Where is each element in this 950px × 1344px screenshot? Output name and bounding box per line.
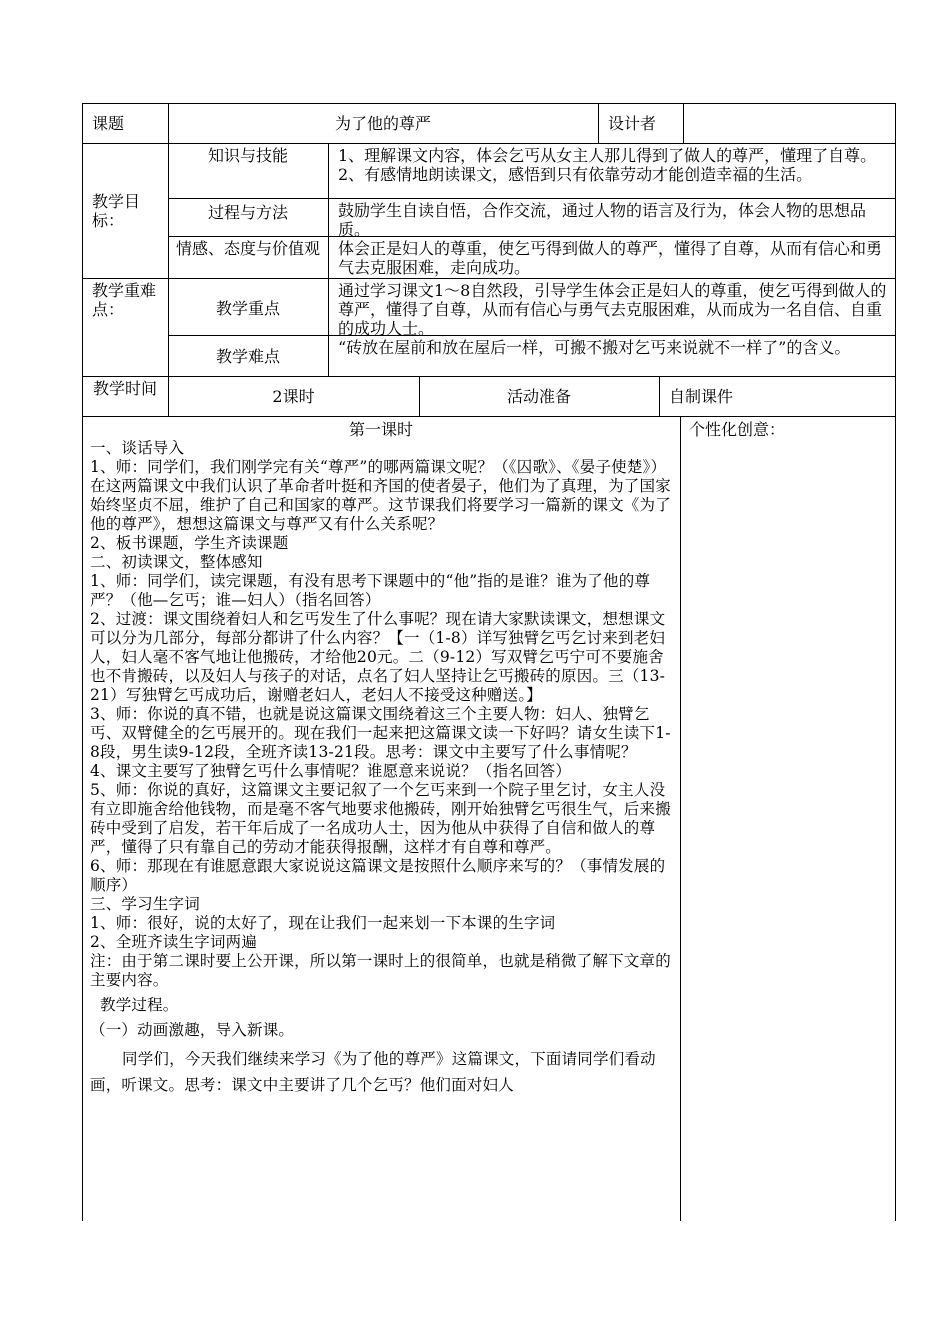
objective-content: 1、理解课文内容，体会乞丐从女主人那儿得到了做人的尊严，懂理了自尊。 2、有感情地朗读课文，感悟到只有依靠劳动才能创造幸福的生活。: [338, 146, 877, 184]
process-line: 1、师：同学们，读完课题，有没有思考下课题中的“他”指的是谁？谁为了他的尊严？（他—乞丐；谁—妇人）（指名回答）: [90, 572, 651, 609]
objective-content: 体会正是妇人的尊重，使乞丐得到做人的尊严，懂得了自尊，从而有信心和勇气去克服困难，走向成功。: [338, 239, 883, 277]
time-value: 2课时: [272, 387, 315, 406]
objective-category: 情感、态度与价值观: [175, 239, 320, 258]
personalized-ideas-label: 个性化创意：: [689, 420, 786, 439]
process-line: 二、初读课文，整体感知: [90, 553, 263, 571]
process-heading: 教学过程。: [100, 996, 179, 1014]
lesson-process-body: [90, 439, 678, 1098]
key-point-category: 教学重点: [215, 299, 280, 318]
designer-label: 设计者: [608, 114, 657, 133]
process-line: 注：由于第二课时要上公开课，所以第一课时上的很简单，也就是稍微了解下文章的主要内容。: [90, 952, 671, 989]
process-line: 一、谈话导入: [90, 439, 185, 457]
lesson-period-title: 第一课时: [348, 420, 413, 439]
process-line: 6、师：那现在有谁愿意跟大家说说这篇课文是按照什么顺序来写的？（事情发展的顺序）: [90, 857, 666, 894]
process-line: 5、师：你说的真好，这篇课文主要记叙了一个乞丐来到一个院子里乞讨，女主人没有立即施舍给他钱物，而是毫不客气地要求他搬砖，刚开始独臂乞丐很生气，后来搬砖中受到了启发，若干年后成了一名成功人士，因为他从中获得了自信和做人的尊严，懂得了只有靠自己的劳动才能获得报酬，这样才有自尊和尊严。: [90, 781, 671, 856]
process-line: 三、学习生字词: [90, 895, 200, 913]
objectives-label: 教学目标：: [92, 192, 141, 230]
time-label: 教学时间: [92, 379, 157, 398]
objective-content: 鼓励学生自读自悟，合作交流，通过人物的语言及行为，体会人物的思想品质。: [338, 201, 867, 239]
difficult-point-category: 教学难点: [215, 347, 280, 366]
title-label: 课题: [92, 114, 125, 133]
lesson-plan-table: [82, 103, 896, 1221]
section-heading: （一）动画激趣，导入新课。: [90, 1021, 295, 1039]
key-points-label: 教学重难点：: [92, 281, 157, 319]
process-line: 2、全班齐读生字词两遍: [90, 933, 258, 951]
lesson-title: 为了他的尊严: [334, 114, 431, 133]
process-line: 2、过渡：课文围绕着妇人和乞丐发生了什么事呢？现在请大家默读课文，想想课文可以分为几部分，每部分都讲了什么内容？【一（1-8）详写独臂乞丐乞讨来到老妇人，妇人毫不客气地让他搬砖，才给他20元。二（9-12）写双臂乞丐宁可不要施舍也不肯搬砖，以及妇人与孩子的对话，点名了妇人坚持让乞丐搬砖的原因。三（13-21）写独臂乞丐成功后，谢赠老妇人，老妇人不接受这种赠送。】: [90, 610, 666, 704]
difficult-point-content: “砖放在屋前和放在屋后一样，可搬不搬对乞丐来说就不一样了”的含义。: [338, 338, 851, 357]
prep-label: 活动准备: [506, 387, 571, 406]
objective-category: 过程与方法: [207, 203, 288, 222]
objective-category: 知识与技能: [207, 146, 288, 165]
closing-paragraph: 同学们，今天我们继续来学习《为了他的尊严》这篇课文，下面请同学们看动画，听课文。思考：课文中主要讲了几个乞丐？他们面对妇人: [90, 1050, 656, 1094]
process-line: 4、课文主要写了独臂乞丐什么事情呢？谁愿意来说说？（指名回答）: [90, 762, 572, 780]
process-line: 3、师：你说的真不错，也就是说这篇课文围绕着这三个主要人物：妇人、独臂乞丐、双臂健全的乞丐展开的。现在我们一起来把这篇课文读一下好吗？请女生读下1-8段，男生读9-12段，全班齐读13-21段。思考：课文中主要写了什么事情呢？: [90, 705, 671, 761]
prep-value: 自制课件: [669, 387, 734, 406]
process-line: 1、师：同学们，我们刚学完有关“尊严”的哪两篇课文呢？（《囚歌》、《晏子使楚》）在这两篇课文中我们认识了革命者叶挺和齐国的使者晏子，他们为了真理，为了国家始终坚贞不屈，维护了自己和国家的尊严。这节课我们将要学习一篇新的课文《为了他的尊严》，想想这篇课文与尊严又有什么关系呢？: [90, 458, 671, 533]
process-line: 1、师：很好，说的太好了，现在让我们一起来划一下本课的生字词: [90, 914, 556, 932]
key-point-content: 通过学习课文1～8自然段，引导学生体会正是妇人的尊重，使乞丐得到做人的尊严，懂得了自尊，从而有信心与勇气去克服困难，从而成为一名自信、自重的成功人士。: [338, 281, 887, 338]
process-line: 2、板书课题，学生齐读课题: [90, 534, 289, 552]
